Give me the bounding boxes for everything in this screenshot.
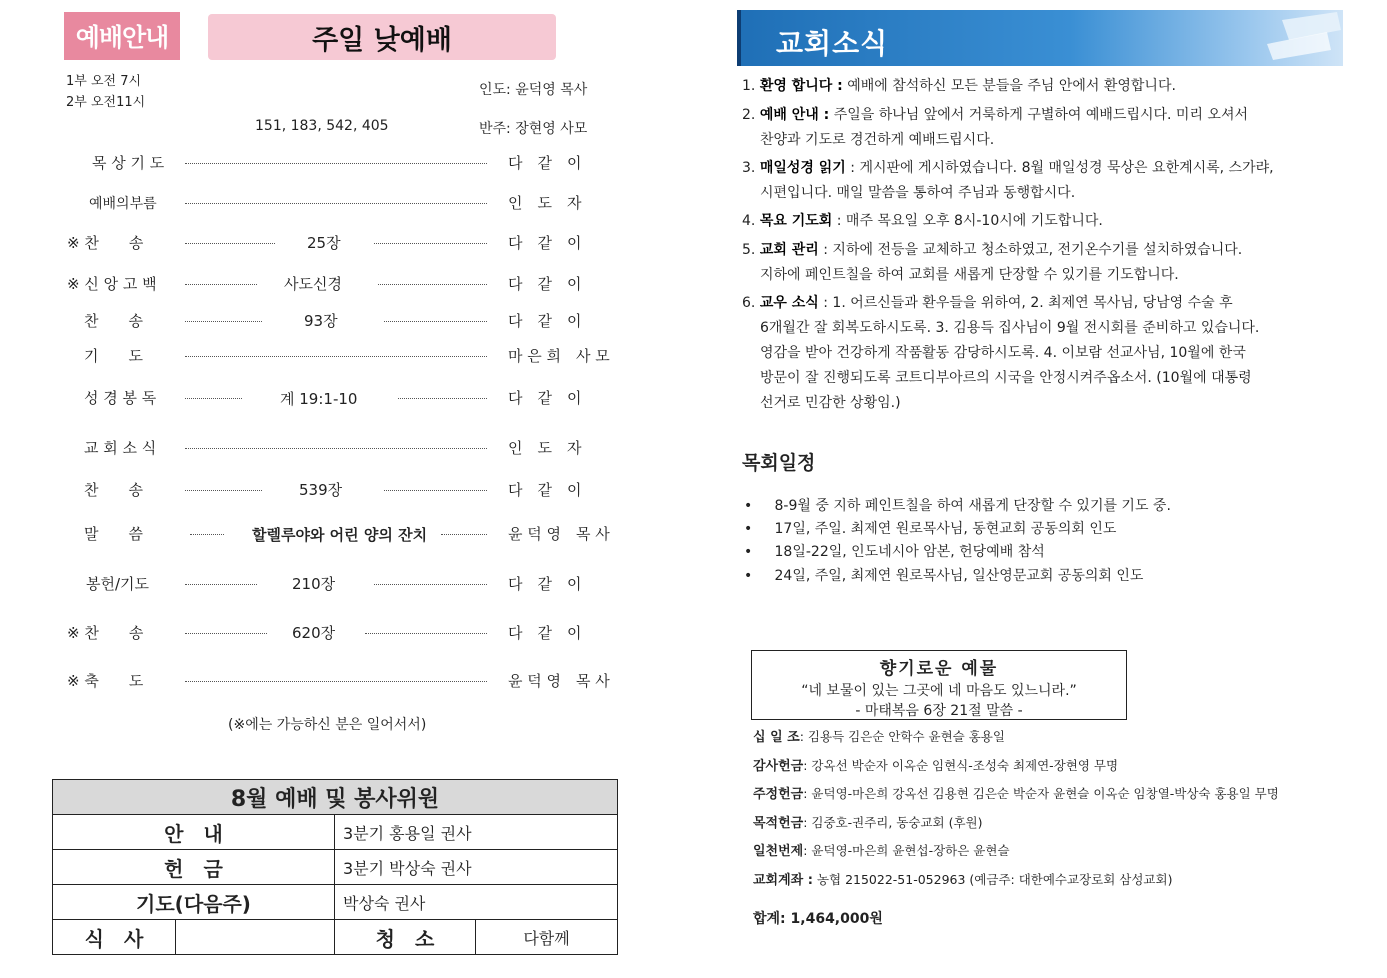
order-item-name: ※ 신 앙 고 백 bbox=[67, 275, 157, 293]
list-item: 일천번제: 윤덕영-마은희 윤현섭-장하은 윤현슬 bbox=[753, 843, 1010, 859]
list-item: 교회계좌 : 농협 215022-51-052963 (예금주: 대한예수교장로회 삼성교회) bbox=[753, 872, 1173, 888]
verse-title: 향기로운 예물 bbox=[879, 659, 999, 679]
list-item-continued: 6개월간 잘 회복도하시도록. 3. 김용득 집사님이 9월 전시회를 준비하고 있습니다. bbox=[760, 320, 1260, 336]
roster-value: 3분기 박상숙 권사 bbox=[335, 850, 618, 885]
list-item: • 18일-22일, 인도네시아 암본, 헌당예배 참석 bbox=[744, 544, 1045, 560]
order-item-name: ※ 찬 송 bbox=[67, 234, 144, 252]
order-item-who: 인 도 자 bbox=[508, 439, 582, 457]
service-time-1: 1부 오전 7시 bbox=[66, 74, 142, 89]
roster-label: 헌 금 bbox=[53, 850, 335, 885]
roster-value: 다함께 bbox=[476, 920, 618, 955]
order-item-who: 윤 덕 영 목 사 bbox=[508, 672, 610, 690]
verse-reference: - 마태복음 6장 21절 말씀 - bbox=[855, 703, 1023, 719]
roster-label: 식 사 bbox=[53, 920, 176, 955]
accompanist: 반주: 장현영 사모 bbox=[479, 121, 588, 137]
order-item-name: 말 씀 bbox=[84, 525, 143, 543]
order-item-name: 성 경 봉 독 bbox=[84, 389, 157, 407]
list-item-continued: 시편입니다. 매일 말씀을 통하여 주님과 동행합시다. bbox=[760, 185, 1076, 201]
order-item-who: 다 같 이 bbox=[508, 154, 582, 172]
order-item-middle: 539장 bbox=[299, 481, 343, 499]
roster-label: 기도(다음주) bbox=[53, 885, 335, 920]
list-item: • 17일, 주일. 최제연 원로목사님, 동현교회 공동의회 인도 bbox=[744, 521, 1117, 537]
table-row bbox=[53, 885, 618, 920]
order-item-who: 인 도 자 bbox=[508, 194, 582, 212]
order-item-middle: 25장 bbox=[307, 234, 341, 252]
roster-label: 청 소 bbox=[335, 920, 476, 955]
roster-value bbox=[176, 920, 335, 955]
list-item: 감사헌금: 강옥선 박순자 이옥순 임현식-조성숙 최제연-장현영 무명 bbox=[753, 758, 1119, 774]
order-item-who: 다 같 이 bbox=[508, 624, 582, 642]
order-item-name: 찬 송 bbox=[84, 312, 143, 330]
worship-leader: 인도: 윤덕영 목사 bbox=[479, 82, 588, 98]
list-item-continued: 지하에 페인트칠을 하여 교회를 새롭게 단장할 수 있기를 기도합니다. bbox=[760, 267, 1179, 283]
order-item-name: 예배의부름 bbox=[89, 196, 157, 212]
order-item-name: ※ 축 도 bbox=[67, 672, 144, 690]
list-item: • 8-9월 중 지하 페인트칠을 하여 새롭게 단장할 수 있기를 기도 중. bbox=[744, 498, 1171, 514]
order-item-name: 교 회 소 식 bbox=[84, 439, 157, 457]
list-item: 6. 교우 소식 : 1. 어르신들과 환우들을 위하여, 2. 최제연 목사님, 당남영 수술 후 bbox=[742, 295, 1233, 311]
roster-value: 박상숙 권사 bbox=[335, 885, 618, 920]
order-item-who: 다 같 이 bbox=[508, 481, 582, 499]
order-item-who: 다 같 이 bbox=[508, 312, 582, 330]
list-item: 3. 매일성경 읽기 : 게시판에 게시하였습니다. 8월 매일성경 묵상은 요한계시록, 스가랴, bbox=[742, 160, 1274, 176]
list-item: 목적헌금: 김중호-권주리, 동숭교회 (후원) bbox=[753, 815, 983, 831]
table-row bbox=[53, 815, 618, 850]
order-item-middle: 사도신경 bbox=[284, 275, 342, 293]
order-item-middle: 210장 bbox=[292, 575, 336, 593]
roster-title: 8월 예배 및 봉사위원 bbox=[53, 780, 618, 815]
hymn-numbers: 151, 183, 542, 405 bbox=[255, 118, 389, 134]
list-item: • 24일, 주일, 최제연 원로목사님, 일산영문교회 공동의회 인도 bbox=[744, 568, 1144, 584]
list-item: 4. 목요 기도회 : 매주 목요일 오후 8시-10시에 기도합니다. bbox=[742, 213, 1103, 229]
order-item-who: 다 같 이 bbox=[508, 275, 582, 293]
order-item-name: 목 상 기 도 bbox=[92, 154, 165, 172]
volunteer-roster-table bbox=[52, 779, 618, 955]
sermon-title: 할렐루야와 어린 양의 잔치 bbox=[252, 526, 428, 544]
list-item-continued: 찬양과 기도로 경건하게 예배드립시다. bbox=[760, 132, 995, 148]
list-item: 1. 환영 합니다 : 예배에 참석하신 모든 분들을 주님 안에서 환영합니다. bbox=[742, 78, 1176, 94]
list-item-continued: 선거로 민감한 상황임.) bbox=[760, 395, 901, 411]
order-item-who: 윤 덕 영 목 사 bbox=[508, 525, 610, 543]
order-item-name: ※ 찬 송 bbox=[67, 624, 144, 642]
list-item: 주정헌금: 윤덕영-마은희 강옥선 김용현 김은순 박순자 윤현슬 이옥순 임창열-박상숙 홍용일 무명 bbox=[753, 786, 1279, 802]
roster-value: 3분기 홍용일 권사 bbox=[335, 815, 618, 850]
order-item-who: 다 같 이 bbox=[508, 234, 582, 252]
service-time-2: 2부 오전11시 bbox=[66, 95, 146, 110]
list-item-continued: 영감을 받아 건강하게 작품활동 감당하시도록. 4. 이보람 선교사님, 10월에 한국 bbox=[760, 345, 1246, 361]
order-item-who: 다 같 이 bbox=[508, 389, 582, 407]
table-row bbox=[53, 850, 618, 885]
standing-note: (※에는 가능하신 분은 일어서서) bbox=[228, 717, 427, 733]
news-title: 교회소식 bbox=[776, 27, 889, 60]
verse-box bbox=[751, 650, 1127, 720]
schedule-title: 목회일정 bbox=[742, 452, 816, 474]
list-item: 십 일 조: 김용득 김은순 안학수 윤현슬 홍용일 bbox=[753, 729, 1005, 745]
order-item-who: 다 같 이 bbox=[508, 575, 582, 593]
order-item-middle: 계 19:1-10 bbox=[280, 390, 358, 408]
order-item-who: 마 은 희 사 모 bbox=[508, 347, 610, 365]
section-tag: 예배안내 bbox=[64, 12, 180, 60]
order-item-middle: 620장 bbox=[292, 624, 336, 642]
order-item-middle: 93장 bbox=[304, 312, 338, 330]
verse-quote: “네 보물이 있는 그곳에 네 마음도 있느니라.” bbox=[801, 683, 1077, 699]
offering-total: 합계: 1,464,000원 bbox=[753, 911, 883, 927]
list-item: 5. 교회 관리 : 지하에 전등을 교체하고 청소하였고, 전기온수기를 설치하였습니다. bbox=[742, 242, 1243, 258]
list-item: 2. 예배 안내 : 주일을 하나님 앞에서 거룩하게 구별하여 예배드립시다. 미리 오셔서 bbox=[742, 107, 1248, 123]
table-row bbox=[53, 920, 618, 955]
order-item-name: 봉헌/기도 bbox=[86, 575, 150, 593]
order-item-name: 기 도 bbox=[84, 347, 143, 365]
list-item-continued: 방문이 잘 진행되도록 코트디부아르의 시국을 안정시켜주옵소서. (10월에 대통령 bbox=[760, 370, 1252, 386]
service-title: 주일 낮예배 bbox=[208, 14, 556, 60]
order-item-name: 찬 송 bbox=[84, 481, 143, 499]
roster-label: 안 내 bbox=[53, 815, 335, 850]
